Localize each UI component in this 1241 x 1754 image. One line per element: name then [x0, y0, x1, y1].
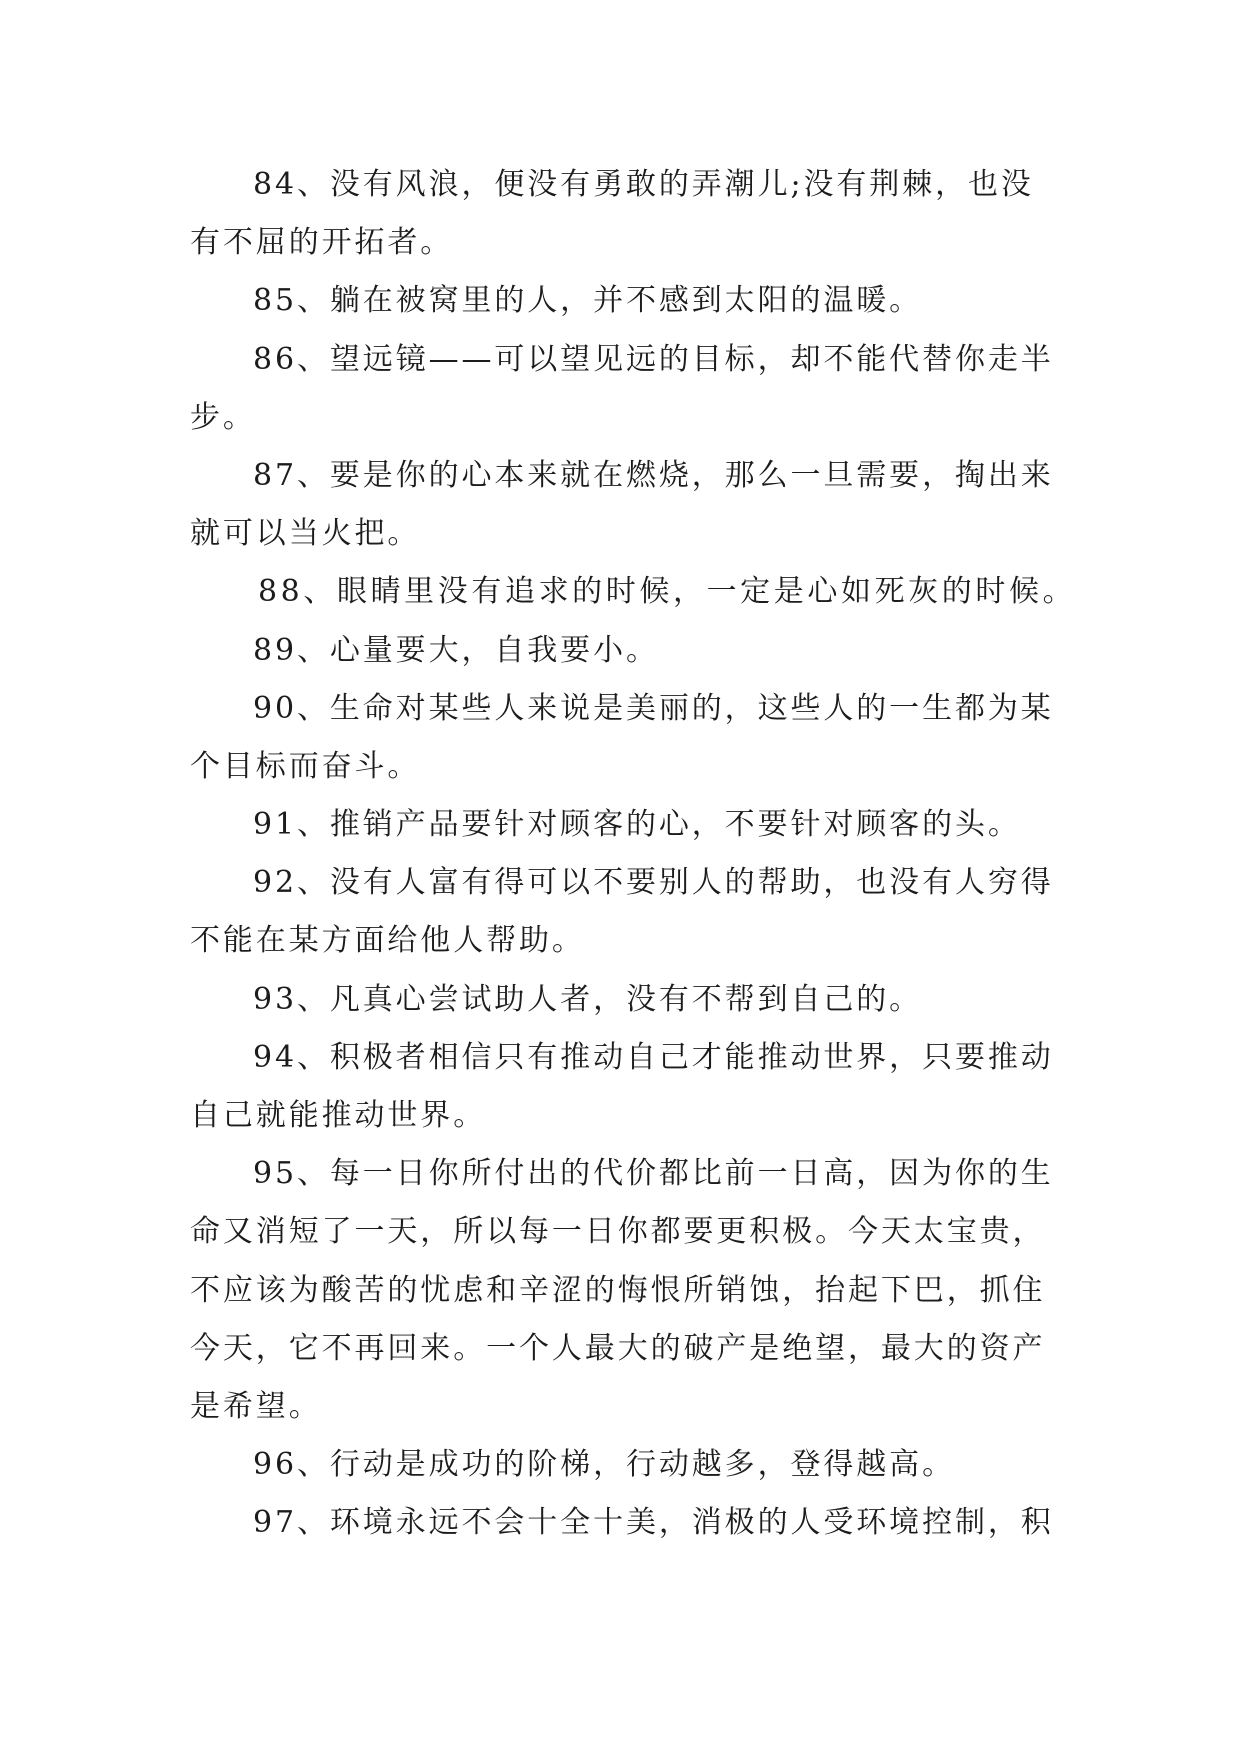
- paragraph-line: 今天，它不再回来。一个人最大的破产是绝望，最大的资产: [190, 1330, 1046, 1366]
- paragraph-line: 94、积极者相信只有推动自己才能推动世界，只要推动: [253, 1039, 1054, 1075]
- paragraph-line: 86、望远镜——可以望见远的目标，却不能代替你走半: [253, 341, 1054, 377]
- paragraph-84: [190, 156, 1070, 272]
- paragraph-line: 88、眼睛里没有追求的时候，一定是心如死灰的时候。: [258, 574, 1077, 610]
- paragraph-line: 91、推销产品要针对顾客的心，不要针对顾客的头。: [253, 807, 1021, 843]
- paragraph-86: [190, 331, 1070, 447]
- paragraph-96: [190, 1436, 1070, 1494]
- paragraph-95: [190, 1145, 1070, 1436]
- paragraph-line: 89、心量要大，自我要小。: [253, 632, 659, 668]
- paragraph-line: 96、行动是成功的阶梯，行动越多，登得越高。: [253, 1447, 955, 1483]
- paragraph-line: 不能在某方面给他人帮助。: [190, 923, 585, 959]
- paragraph-line: 自己就能推动世界。: [190, 1098, 487, 1133]
- paragraph-85: [190, 272, 1070, 330]
- paragraph-line: 93、凡真心尝试助人者，没有不帮到自己的。: [253, 981, 923, 1017]
- paragraph-line: 87、要是你的心本来就在燃烧，那么一旦需要，掏出来: [253, 457, 1054, 493]
- paragraph-91: [190, 796, 1070, 854]
- paragraph-90: [190, 680, 1070, 796]
- paragraph-line: 有不屈的开拓者。: [190, 225, 454, 261]
- paragraph-89: [190, 622, 1070, 680]
- paragraph-line: 就可以当火把。: [190, 516, 421, 552]
- paragraph-97: [190, 1494, 1070, 1552]
- paragraph-line: 85、躺在被窝里的人，并不感到太阳的温暖。: [253, 283, 923, 319]
- paragraph-line: 步。: [190, 399, 256, 435]
- paragraph-line: 命又消短了一天，所以每一日你都要更积极。今天太宝贵，: [190, 1214, 1046, 1250]
- paragraph-line: 95、每一日你所付出的代价都比前一日高，因为你的生: [253, 1156, 1054, 1192]
- paragraph-line: 84、没有风浪，便没有勇敢的弄潮儿;没有荆棘，也没: [253, 167, 1034, 202]
- paragraph-94: [190, 1029, 1070, 1145]
- paragraph-88: [190, 563, 1077, 621]
- paragraph-line: 不应该为酸苦的忧虑和辛涩的悔恨所销蚀，抬起下巴，抓住: [190, 1272, 1046, 1308]
- paragraph-line: 是希望。: [190, 1388, 322, 1424]
- paragraph-93: [190, 971, 1070, 1029]
- paragraph-line: 个目标而奋斗。: [190, 748, 421, 784]
- document-body: [190, 156, 1077, 1553]
- paragraph-line: 97、环境永远不会十全十美，消极的人受环境控制，积: [253, 1505, 1054, 1541]
- paragraph-87: [190, 447, 1070, 563]
- paragraph-line: 92、没有人富有得可以不要别人的帮助，也没有人穷得: [253, 865, 1054, 901]
- paragraph-92: [190, 854, 1070, 970]
- paragraph-line: 90、生命对某些人来说是美丽的，这些人的一生都为某: [253, 690, 1054, 726]
